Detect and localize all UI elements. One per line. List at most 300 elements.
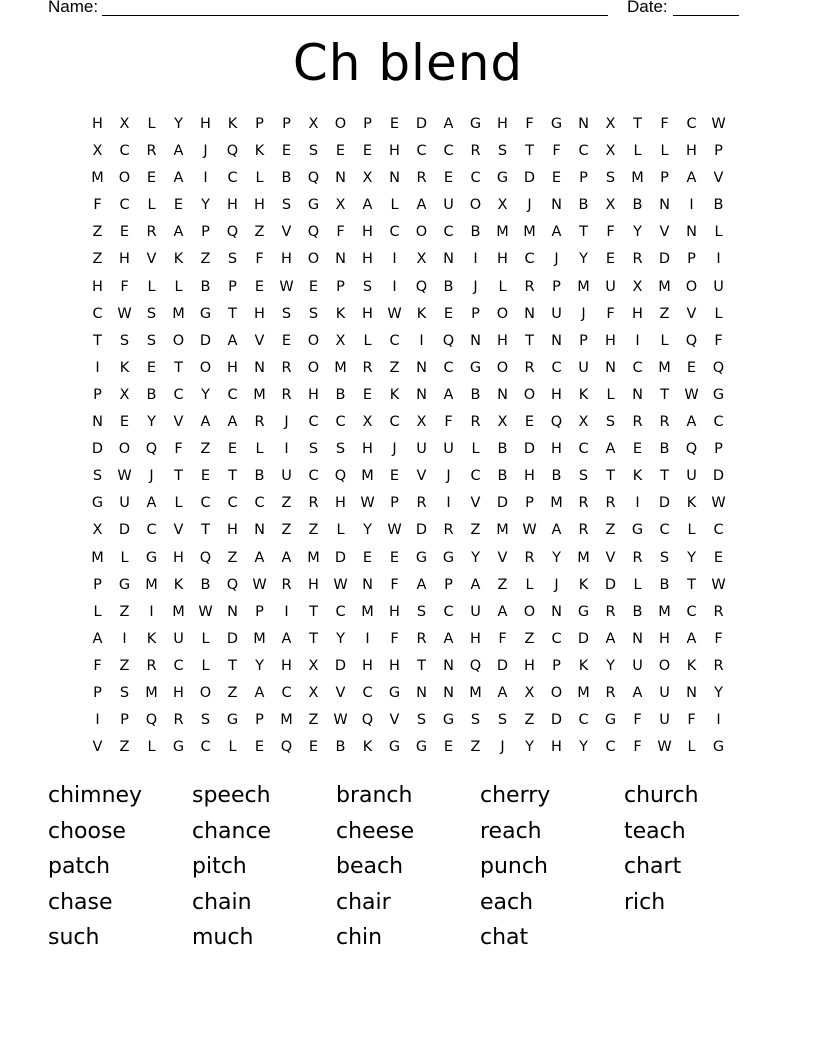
grid-letter: F: [687, 712, 696, 729]
grid-letter: M: [658, 278, 671, 295]
grid-letter: G: [550, 116, 563, 132]
grid-letter: N: [416, 359, 427, 376]
grid-letter: H: [227, 359, 238, 376]
grid-letter: A: [605, 630, 616, 647]
grid-letter: S: [362, 278, 373, 295]
grid-letter: E: [119, 224, 130, 241]
grid-letter: K: [578, 386, 589, 403]
grid-letter: Q: [226, 576, 239, 593]
grid-letter: N: [362, 576, 373, 593]
word-bank-item: branch: [336, 783, 413, 808]
grid-letter: N: [335, 170, 346, 187]
grid-letter: R: [146, 657, 157, 674]
grid-letter: I: [365, 630, 370, 647]
grid-letter: R: [605, 603, 616, 620]
grid-letter: E: [146, 170, 157, 187]
grid-letter: O: [118, 170, 131, 187]
grid-letter: Y: [579, 251, 588, 268]
grid-letter: I: [95, 359, 100, 376]
grid-letter: H: [227, 522, 238, 539]
grid-letter: L: [714, 305, 723, 322]
grid-letter: M: [550, 495, 563, 512]
grid-letter: G: [604, 712, 617, 729]
grid-letter: E: [281, 332, 292, 349]
grid-letter: T: [228, 305, 237, 322]
grid-letter: H: [632, 305, 643, 322]
grid-letter: A: [443, 630, 454, 647]
grid-letter: B: [470, 386, 481, 403]
grid-letter: N: [416, 684, 427, 701]
grid-letter: L: [147, 278, 156, 295]
grid-letter: M: [172, 603, 185, 620]
grid-letter: D: [415, 116, 428, 132]
date-label: Date:: [627, 0, 668, 16]
grid-letter: K: [173, 251, 184, 268]
grid-letter: R: [578, 522, 589, 539]
grid-letter: T: [660, 386, 669, 403]
grid-letter: X: [335, 197, 346, 214]
grid-letter: Y: [525, 739, 534, 756]
grid-letter: I: [392, 251, 397, 268]
grid-letter: L: [120, 549, 129, 566]
grid-letter: E: [605, 251, 616, 268]
word-search-grid: [84, 111, 732, 761]
grid-letter: L: [660, 332, 669, 349]
grid-letter: B: [551, 468, 562, 485]
grid-letter: O: [307, 251, 320, 268]
grid-letter: G: [388, 739, 401, 756]
grid-letter: P: [660, 170, 669, 187]
grid-letter: C: [443, 359, 454, 376]
grid-letter: X: [416, 414, 427, 431]
grid-letter: R: [470, 143, 481, 160]
grid-letter: B: [659, 441, 670, 458]
grid-letter: B: [200, 576, 211, 593]
grid-letter: H: [362, 657, 373, 674]
grid-letter: A: [686, 414, 697, 431]
grid-letter: P: [120, 712, 129, 729]
grid-letter: V: [686, 305, 697, 322]
grid-letter: K: [578, 576, 589, 593]
grid-letter: T: [525, 143, 534, 160]
grid-letter: E: [443, 170, 454, 187]
grid-letter: E: [713, 549, 724, 566]
grid-letter: L: [147, 197, 156, 214]
grid-letter: B: [497, 468, 508, 485]
grid-letter: K: [686, 495, 697, 512]
grid-letter: R: [713, 603, 724, 620]
grid-letter: R: [416, 630, 427, 647]
grid-letter: D: [658, 251, 671, 268]
grid-letter: T: [633, 116, 642, 132]
grid-letter: B: [281, 170, 292, 187]
grid-letter: G: [415, 549, 428, 566]
grid-letter: F: [633, 712, 642, 729]
grid-letter: D: [334, 657, 347, 674]
grid-letter: U: [173, 630, 184, 647]
grid-letter: Z: [281, 495, 292, 512]
grid-letter: S: [497, 143, 508, 160]
grid-letter: C: [389, 414, 400, 431]
word-bank-item: teach: [624, 818, 686, 844]
grid-letter: C: [470, 468, 481, 485]
grid-letter: E: [308, 739, 319, 756]
grid-letter: T: [309, 630, 318, 647]
grid-letter: H: [119, 251, 130, 268]
grid-letter: P: [336, 278, 345, 295]
grid-letter: L: [633, 576, 642, 593]
grid-letter: B: [443, 278, 454, 295]
grid-letter: O: [118, 441, 131, 458]
grid-letter: G: [118, 576, 131, 593]
grid-letter: H: [524, 657, 535, 674]
grid-letter: H: [551, 441, 562, 458]
grid-letter: T: [201, 522, 210, 539]
grid-letter: H: [551, 386, 562, 403]
grid-letter: B: [335, 386, 346, 403]
grid-letter: Z: [92, 224, 103, 241]
grid-letter: Y: [687, 549, 696, 566]
grid-letter: X: [605, 116, 616, 132]
grid-letter: J: [527, 197, 532, 214]
word-bank-item: punch: [480, 854, 548, 879]
grid-letter: E: [254, 739, 265, 756]
grid-letter: R: [632, 549, 643, 566]
grid-letter: Y: [174, 116, 183, 132]
grid-letter: X: [335, 332, 346, 349]
word-bank-item: chain: [192, 889, 252, 915]
grid-letter: X: [92, 143, 103, 160]
grid-letter: N: [632, 630, 643, 647]
grid-letter: W: [117, 468, 132, 485]
grid-letter: C: [551, 359, 562, 376]
grid-letter: S: [335, 441, 346, 458]
grid-letter: S: [119, 332, 130, 349]
grid-letter: I: [689, 197, 694, 214]
grid-letter: P: [255, 116, 264, 132]
grid-letter: D: [577, 630, 590, 647]
grid-letter: P: [714, 143, 723, 160]
grid-letter: R: [281, 576, 292, 593]
grid-letter: X: [497, 414, 508, 431]
grid-letter: O: [550, 684, 563, 701]
grid-letter: E: [389, 116, 400, 132]
grid-letter: T: [606, 468, 615, 485]
grid-letter: L: [255, 441, 264, 458]
grid-letter: I: [716, 712, 721, 729]
grid-letter: Y: [255, 657, 264, 674]
grid-letter: G: [199, 305, 212, 322]
grid-letter: H: [92, 278, 103, 295]
grid-letter: X: [308, 684, 319, 701]
grid-letter: Y: [606, 657, 615, 674]
grid-letter: H: [254, 197, 265, 214]
grid-letter: E: [686, 359, 697, 376]
grid-letter: M: [469, 684, 482, 701]
grid-letter: L: [147, 739, 156, 756]
grid-letter: C: [686, 603, 697, 620]
grid-letter: G: [442, 549, 455, 566]
grid-letter: S: [119, 684, 130, 701]
grid-letter: G: [91, 495, 104, 512]
grid-letter: P: [579, 170, 588, 187]
grid-letter: P: [93, 576, 102, 593]
grid-letter: I: [284, 603, 289, 620]
grid-letter: J: [446, 468, 451, 485]
grid-letter: P: [471, 305, 480, 322]
word-bank-item: patch: [48, 854, 111, 879]
grid-letter: H: [335, 495, 346, 512]
grid-letter: P: [687, 251, 696, 268]
grid-letter: G: [496, 170, 509, 187]
grid-letter: O: [658, 657, 671, 674]
grid-letter: K: [227, 116, 238, 132]
grid-letter: Q: [415, 278, 428, 295]
grid-letter: Y: [336, 630, 345, 647]
grid-letter: K: [389, 386, 400, 403]
grid-letter: E: [281, 143, 292, 160]
grid-letter: K: [416, 305, 427, 322]
grid-letter: P: [255, 603, 264, 620]
grid-letter: A: [146, 495, 157, 512]
grid-letter: T: [660, 468, 669, 485]
grid-letter: F: [606, 305, 615, 322]
grid-letter: M: [307, 549, 320, 566]
grid-letter: P: [282, 116, 291, 132]
grid-letter: Y: [201, 197, 210, 214]
grid-letter: L: [660, 143, 669, 160]
grid-letter: L: [471, 441, 480, 458]
grid-letter: C: [686, 116, 697, 132]
grid-letter: V: [713, 170, 724, 187]
grid-letter: E: [200, 468, 211, 485]
grid-letter: Z: [605, 522, 616, 539]
grid-letter: P: [363, 116, 372, 132]
grid-letter: W: [333, 712, 348, 729]
grid-letter: T: [228, 657, 237, 674]
word-bank: [48, 778, 768, 956]
grid-letter: U: [470, 603, 481, 620]
grid-letter: O: [496, 305, 509, 322]
grid-letter: R: [416, 170, 427, 187]
grid-letter: F: [336, 224, 345, 241]
grid-letter: S: [308, 305, 319, 322]
grid-letter: H: [173, 684, 184, 701]
grid-letter: S: [146, 332, 157, 349]
grid-letter: I: [392, 278, 397, 295]
grid-letter: I: [419, 332, 424, 349]
grid-letter: Y: [201, 386, 210, 403]
grid-letter: N: [416, 386, 427, 403]
grid-letter: A: [362, 197, 373, 214]
grid-letter: D: [712, 468, 725, 485]
grid-letter: H: [389, 657, 400, 674]
grid-letter: F: [498, 630, 507, 647]
grid-letter: C: [713, 414, 724, 431]
grid-letter: M: [577, 549, 590, 566]
grid-letter: U: [659, 712, 670, 729]
grid-letter: C: [551, 630, 562, 647]
grid-letter: P: [714, 441, 723, 458]
grid-letter: X: [362, 414, 373, 431]
grid-letter: S: [470, 712, 481, 729]
grid-letter: E: [146, 359, 157, 376]
grid-letter: Z: [470, 522, 481, 539]
grid-letter: N: [443, 657, 454, 674]
grid-letter: H: [389, 603, 400, 620]
grid-letter: F: [714, 332, 723, 349]
grid-letter: V: [416, 468, 427, 485]
grid-letter: Z: [119, 603, 130, 620]
grid-letter: J: [500, 739, 505, 756]
grid-letter: C: [200, 739, 211, 756]
grid-letter: L: [174, 278, 183, 295]
grid-letter: W: [117, 305, 132, 322]
word-bank-item: chart: [624, 854, 682, 879]
grid-letter: L: [255, 170, 264, 187]
grid-letter: H: [605, 332, 616, 349]
grid-letter: U: [713, 278, 724, 295]
grid-letter: Q: [280, 739, 293, 756]
grid-letter: H: [92, 116, 103, 132]
grid-letter: N: [686, 224, 697, 241]
grid-letter: H: [524, 468, 535, 485]
grid-letter: V: [605, 549, 616, 566]
grid-letter: A: [443, 386, 454, 403]
grid-letter: G: [307, 197, 320, 214]
grid-letter: Q: [307, 170, 320, 187]
word-bank-item: cherry: [480, 783, 551, 808]
grid-letter: V: [173, 414, 184, 431]
grid-letter: L: [201, 630, 210, 647]
grid-letter: S: [146, 305, 157, 322]
grid-letter: Z: [227, 684, 238, 701]
grid-letter: M: [334, 359, 347, 376]
grid-letter: H: [362, 441, 373, 458]
grid-letter: A: [254, 684, 265, 701]
grid-letter: L: [390, 197, 399, 214]
grid-letter: Y: [714, 684, 723, 701]
grid-letter: A: [173, 170, 184, 187]
grid-letter: V: [92, 739, 103, 756]
grid-letter: H: [497, 251, 508, 268]
grid-letter: Z: [200, 251, 211, 268]
grid-letter: C: [416, 143, 427, 160]
grid-letter: Q: [226, 143, 239, 160]
grid-letter: A: [470, 576, 481, 593]
grid-letter: M: [577, 278, 590, 295]
grid-letter: G: [388, 684, 401, 701]
grid-letter: F: [552, 143, 561, 160]
grid-letter: I: [284, 441, 289, 458]
grid-letter: A: [416, 576, 427, 593]
grid-letter: Q: [145, 441, 158, 458]
grid-letter: L: [363, 332, 372, 349]
grid-letter: B: [632, 603, 643, 620]
grid-letter: N: [659, 197, 670, 214]
grid-letter: L: [687, 739, 696, 756]
grid-letter: W: [387, 305, 402, 322]
grid-letter: R: [254, 414, 265, 431]
grid-letter: W: [711, 495, 726, 512]
grid-letter: O: [415, 224, 428, 241]
grid-letter: Z: [524, 712, 535, 729]
grid-letter: M: [631, 170, 644, 187]
grid-letter: O: [685, 278, 698, 295]
grid-letter: K: [254, 143, 265, 160]
grid-letter: G: [469, 116, 482, 132]
grid-letter: E: [524, 414, 535, 431]
grid-letter: H: [551, 739, 562, 756]
grid-letter: P: [93, 386, 102, 403]
grid-letter: A: [497, 603, 508, 620]
grid-letter: E: [254, 278, 265, 295]
grid-letter: Z: [470, 739, 481, 756]
grid-letter: Q: [550, 414, 563, 431]
grid-letter: S: [308, 143, 319, 160]
grid-letter: G: [415, 739, 428, 756]
grid-letter: X: [605, 197, 616, 214]
grid-letter: D: [550, 712, 563, 729]
grid-letter: H: [281, 657, 292, 674]
grid-letter: Q: [361, 712, 374, 729]
grid-letter: I: [203, 170, 208, 187]
grid-letter: L: [174, 495, 183, 512]
grid-letter: O: [496, 359, 509, 376]
date-blank-line: [673, 0, 739, 16]
grid-letter: H: [227, 197, 238, 214]
grid-letter: T: [228, 468, 237, 485]
grid-letter: C: [443, 224, 454, 241]
grid-letter: Q: [712, 359, 725, 376]
grid-letter: X: [524, 684, 535, 701]
grid-letter: M: [253, 630, 266, 647]
grid-letter: A: [281, 630, 292, 647]
grid-letter: P: [93, 684, 102, 701]
grid-letter: D: [199, 332, 212, 349]
grid-letter: H: [308, 576, 319, 593]
grid-letter: M: [577, 684, 590, 701]
grid-letter: F: [174, 441, 183, 458]
grid-letter: X: [578, 414, 589, 431]
grid-letter: S: [281, 197, 292, 214]
grid-letter: C: [659, 522, 670, 539]
grid-letter: I: [446, 495, 451, 512]
grid-letter: R: [281, 359, 292, 376]
grid-letter: D: [523, 170, 536, 187]
grid-letter: R: [362, 359, 373, 376]
grid-letter: D: [523, 441, 536, 458]
grid-letter: W: [522, 522, 537, 539]
grid-letter: H: [200, 116, 211, 132]
page-title: Ch blend: [292, 34, 524, 92]
grid-letter: K: [578, 657, 589, 674]
grid-letter: E: [443, 305, 454, 322]
grid-letter: G: [145, 549, 158, 566]
grid-letter: E: [443, 739, 454, 756]
grid-letter: D: [226, 630, 239, 647]
grid-letter: P: [525, 495, 534, 512]
grid-letter: Z: [308, 712, 319, 729]
grid-letter: S: [227, 251, 238, 268]
grid-letter: A: [254, 549, 265, 566]
grid-letter: C: [524, 251, 535, 268]
grid-letter: U: [281, 468, 292, 485]
grid-letter: B: [146, 386, 157, 403]
grid-letter: R: [659, 414, 670, 431]
grid-letter: H: [254, 305, 265, 322]
grid-letter: Z: [389, 359, 400, 376]
